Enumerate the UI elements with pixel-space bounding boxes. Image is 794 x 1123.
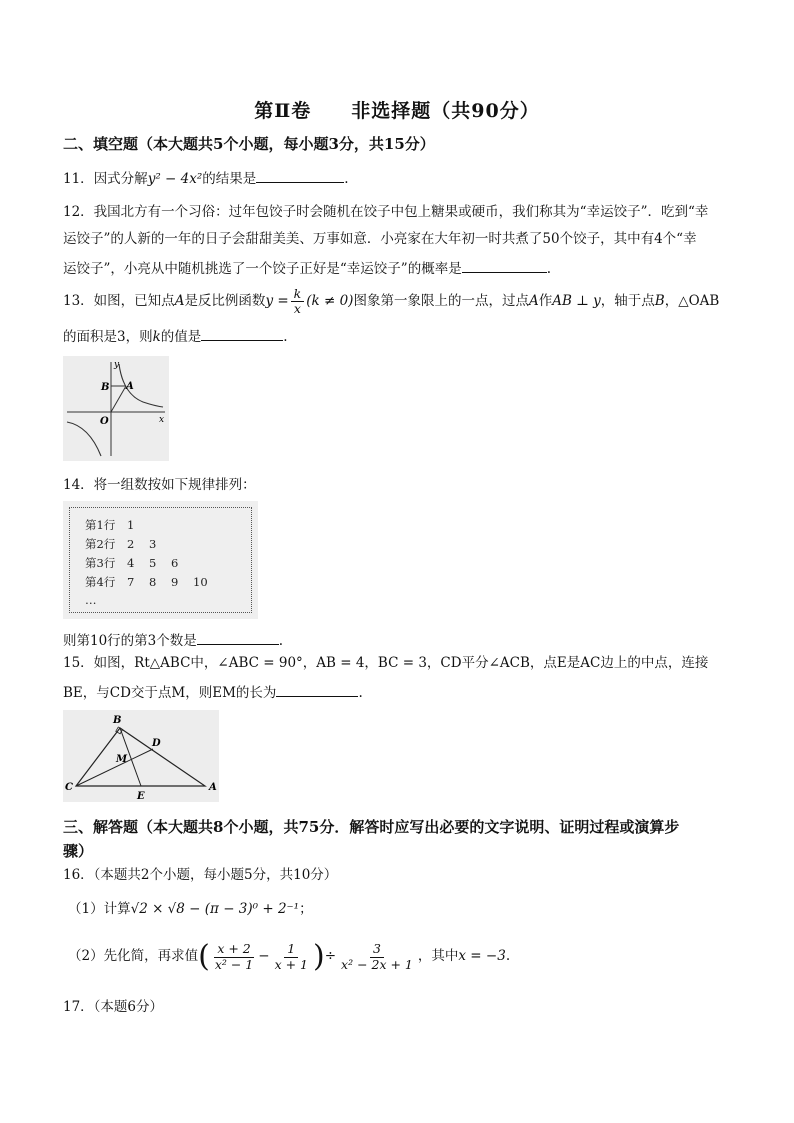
segment-cd <box>76 749 153 786</box>
q14-end: . <box>278 633 284 649</box>
right-paren: ) <box>313 939 325 974</box>
q13-text-g: 的面积是3，则 <box>63 329 153 345</box>
sequence-value: 3 <box>149 537 157 551</box>
q13-point-a-2: A <box>528 293 539 310</box>
label-c: C <box>65 782 73 793</box>
label-b: B <box>101 382 110 393</box>
sequence-row <box>85 574 215 590</box>
sequence-row <box>85 517 149 533</box>
q16-p2-value: x = −3 <box>458 948 506 965</box>
q13-text-e: ，轴于点 <box>600 293 655 310</box>
page-title <box>0 96 794 123</box>
q14-answer-blank[interactable] <box>197 632 279 645</box>
q11-suffix: 的结果是 <box>202 171 257 187</box>
q16-frac1-num: x + 2 <box>214 942 253 957</box>
label-d: D <box>152 738 161 749</box>
q11-answer-blank[interactable] <box>256 170 344 183</box>
left-paren: ( <box>198 939 210 974</box>
label-b: B <box>113 715 122 726</box>
triangle-abc <box>76 728 205 786</box>
q15-line2 <box>63 684 363 701</box>
q11-prefix: 因式分解 <box>93 171 148 187</box>
q13-func-den: x <box>293 301 301 317</box>
q16-frac2-num: 1 <box>284 942 298 957</box>
q13-graph <box>63 356 169 461</box>
q16-part2 <box>68 939 511 974</box>
q16-frac1 <box>212 942 256 972</box>
q15-answer-blank[interactable] <box>276 684 358 697</box>
sequence-value: 9 <box>171 575 179 589</box>
q16-frac2-den: x + 1 <box>274 956 308 972</box>
q12-answer-blank[interactable] <box>462 260 547 273</box>
q12-line3 <box>63 260 551 277</box>
q12-line3-text: 运饺子”，小亮从中随机挑选了一个饺子正好是“幸运饺子”的概率是 <box>63 261 462 277</box>
q13-k: k <box>152 329 161 345</box>
label-e: E <box>137 791 145 802</box>
q13-func-lhs: y = <box>265 293 289 310</box>
sequence-value: 7 <box>127 575 135 589</box>
q13-line2 <box>63 328 288 345</box>
q15-triangle <box>63 710 219 802</box>
q16-intro: 16．（本题共2个小题，每小题5分，共10分） <box>63 867 338 883</box>
q13-text-d: 作 <box>538 293 553 310</box>
q16-p2-tail: ，其中 <box>417 948 459 965</box>
segment-oa <box>111 386 126 412</box>
q13-func-frac <box>291 287 305 317</box>
q13-answer-blank[interactable] <box>201 328 283 341</box>
sequence-row-label: 第3行 <box>85 556 116 570</box>
title-part: 第Ⅱ卷 <box>254 100 312 122</box>
q16-minus: − <box>258 948 270 965</box>
label-y: y <box>114 360 120 370</box>
label-a: A <box>126 381 134 392</box>
sequence-value: 1 <box>127 518 135 532</box>
title-main: 非选择题（共90分） <box>351 100 540 122</box>
q15-line1: 15．如图，Rt△ABC中，∠ABC = 90°，AB = 4，BC = 3，CD平分∠ACB，点E是AC边上的中点，连接 <box>63 655 709 671</box>
q13-figure <box>63 356 169 461</box>
label-a: A <box>209 782 217 793</box>
q16-frac2 <box>272 942 311 972</box>
sequence-row-label: 第4行 <box>85 575 116 589</box>
sequence-value: 5 <box>149 556 157 570</box>
q13-text-a: 13．如图，已知点 <box>63 293 175 310</box>
sequence-row-label: 第1行 <box>85 518 116 532</box>
sequence-row <box>85 593 127 607</box>
q11-num: 11． <box>63 171 94 187</box>
q15-text: BE，与CD交于点M，则EM的长为 <box>63 685 277 701</box>
q16-frac3-den: x² − 2x + 1 <box>341 956 413 972</box>
q16-p1-expr: √2 × √8 − (π − 3)⁰ + 2⁻¹ <box>130 901 300 917</box>
q16-part1 <box>68 903 313 917</box>
sequence-row <box>85 555 193 571</box>
q16-frac3 <box>338 942 416 972</box>
question-11 <box>63 170 349 187</box>
q13-func-num: k <box>291 287 305 302</box>
q14-question-text: 则第10行的第3个数是 <box>63 633 197 649</box>
q14-intro: 14．将一组数按如下规律排列： <box>63 477 256 493</box>
label-x: x <box>159 415 165 425</box>
sequence-value: 2 <box>127 537 135 551</box>
q16-frac1-den: x² − 1 <box>214 956 254 972</box>
q13-end: . <box>283 329 288 345</box>
section3-heading-line2: 骤） <box>63 842 94 860</box>
q14-sequence-box <box>63 501 258 619</box>
hyperbola-q3 <box>67 422 101 456</box>
q12-line1: 12．我国北方有一个习俗：过年包饺子时会随机在饺子中包上糖果或硬币，我们称其为“幸运饺子”．吃到“幸 <box>63 204 709 220</box>
q15-end: . <box>358 685 363 701</box>
q13-text-c: 图象第一象限上的一点，过点 <box>353 293 529 310</box>
section3-heading-line1: 三、解答题（本大题共8个小题，共75分．解答时应写出必要的文字说明、证明过程或演算步 <box>63 818 680 836</box>
q13-func-cond: (k ≠ 0) <box>306 293 354 310</box>
q14-question <box>63 632 283 649</box>
q13-text-f: ，△OAB <box>664 293 720 310</box>
sequence-value: 6 <box>171 556 179 570</box>
sequence-value: 8 <box>149 575 157 589</box>
sequence-row-label: … <box>85 593 97 607</box>
q15-figure <box>63 710 219 802</box>
sequence-row-label: 第2行 <box>85 537 116 551</box>
q13-text-b: 是反比例函数 <box>184 293 266 310</box>
q16-frac3-num: 3 <box>370 942 384 957</box>
q16-p1-end: ； <box>299 901 313 917</box>
q13-point-b: B <box>654 293 665 310</box>
q12-line2: 运饺子”的人新的一年的日子会甜甜美美、万事如意．小亮家在大年初一时共煮了50个饺子，其中有4个“幸 <box>63 231 697 247</box>
q13-text-h: 的值是 <box>160 329 202 345</box>
q16-p2-label: （2）先化简，再求值 <box>68 948 199 965</box>
q16-p1-label: （1）计算 <box>68 901 131 917</box>
q17-intro: 17．（本题6分） <box>63 999 164 1015</box>
q12-end: . <box>546 261 552 277</box>
q16-divide: ÷ <box>324 948 337 965</box>
q11-math: y² − 4x² <box>147 171 203 187</box>
q13-line1 <box>63 287 719 317</box>
section2-heading: 二、填空题（本大题共5个小题，每小题3分，共15分） <box>63 135 435 153</box>
sequence-value: 10 <box>193 575 208 589</box>
q13-point-a: A <box>174 293 185 310</box>
sequence-value: 4 <box>127 556 135 570</box>
label-m: M <box>116 754 128 765</box>
q13-perp: AB ⊥ y <box>552 293 601 310</box>
q16-p2-end: . <box>505 948 511 965</box>
sequence-row <box>85 536 171 552</box>
q11-end: . <box>344 171 349 187</box>
label-o: O <box>100 416 109 427</box>
